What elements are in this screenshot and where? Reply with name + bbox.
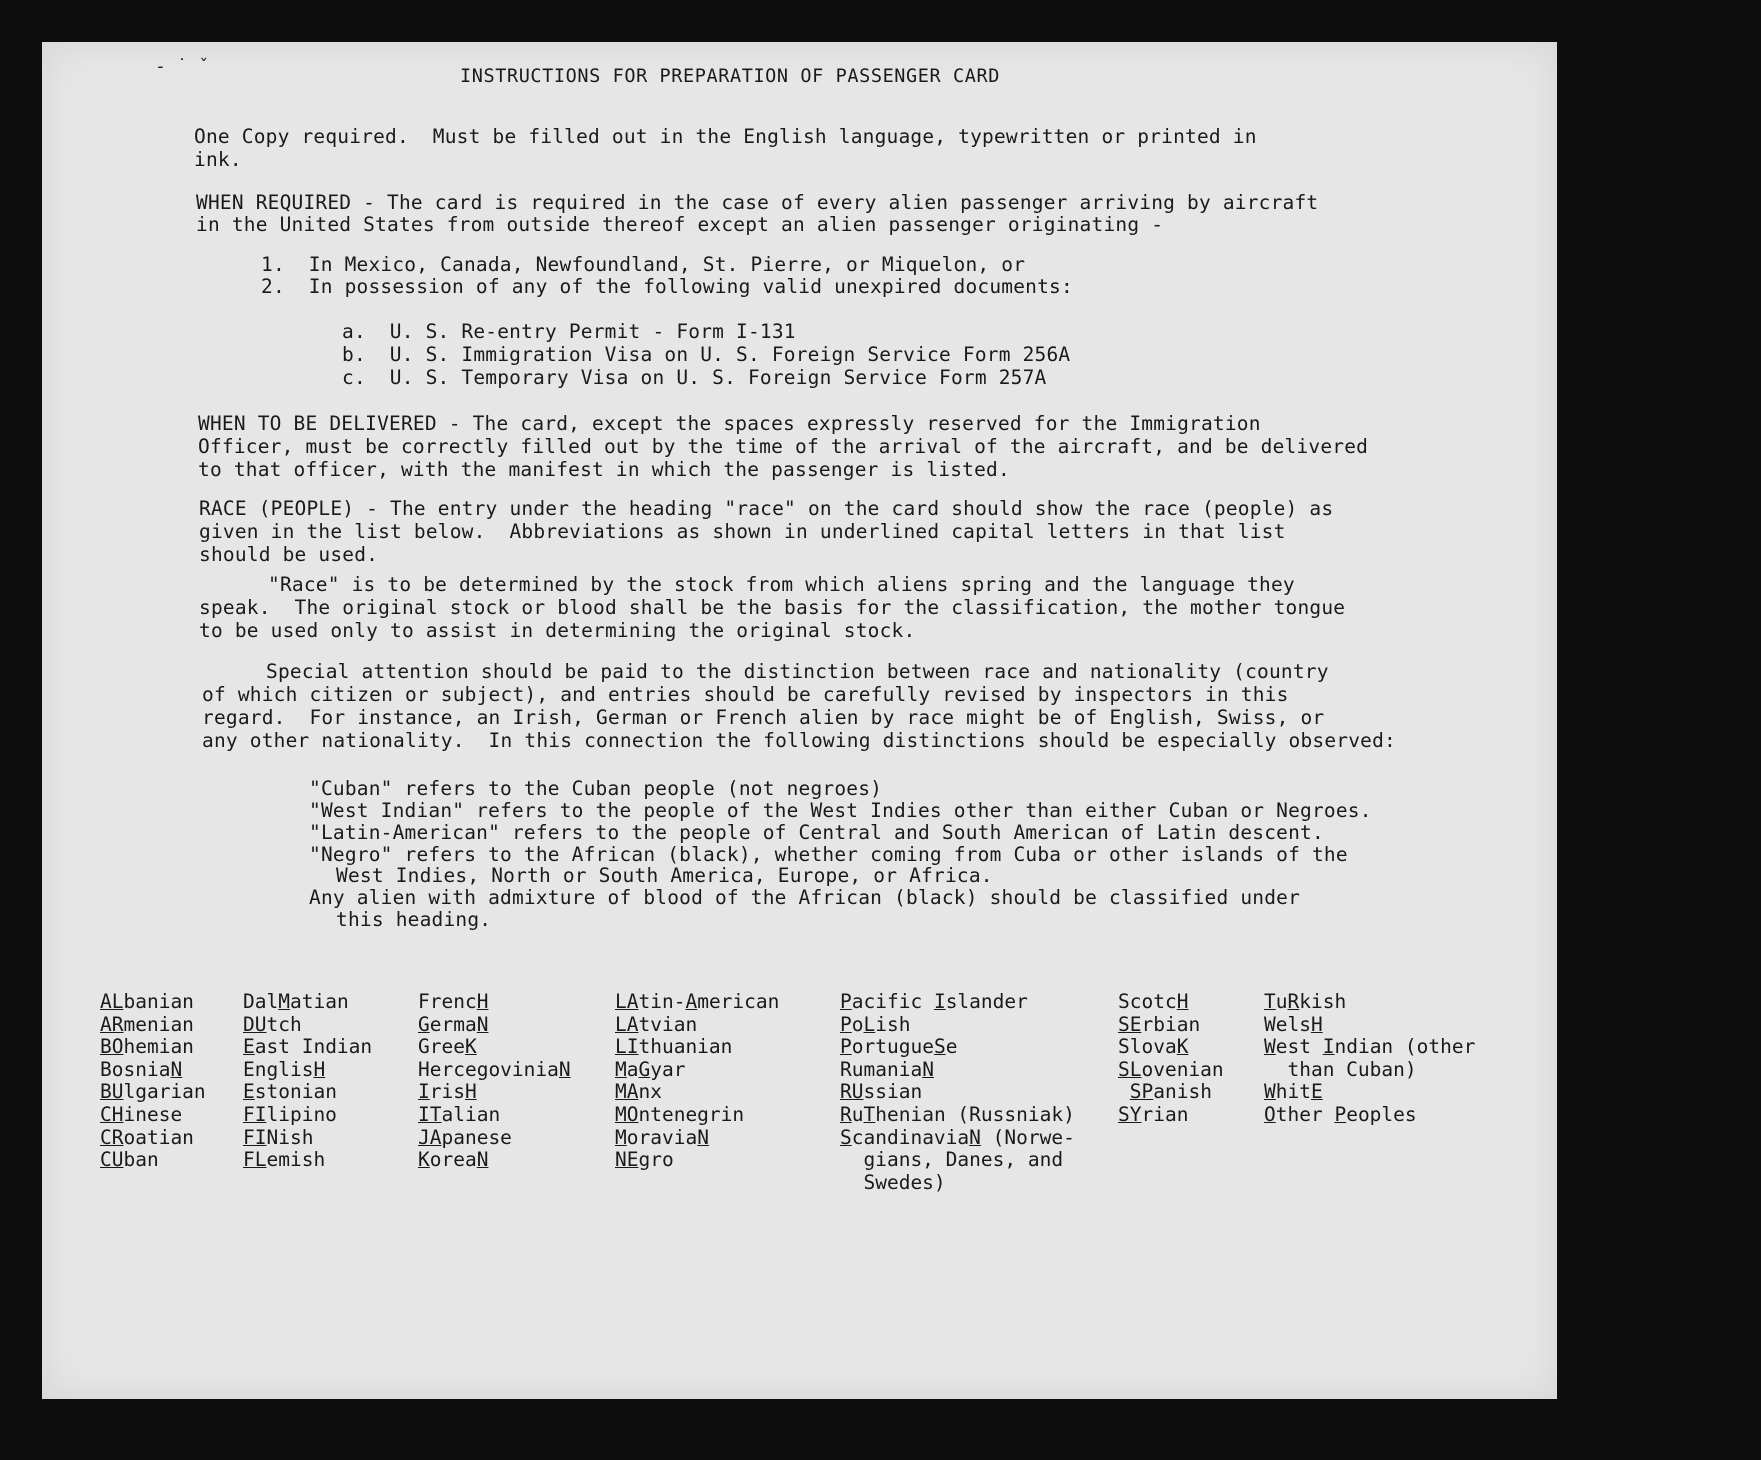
- abbreviation-underline: M: [615, 1125, 627, 1149]
- race-item: [1118, 1059, 1224, 1082]
- text-line: "Race" is to be determined by the stock from which aliens spring and the language they: [268, 573, 1295, 596]
- race-item: [840, 1104, 1075, 1127]
- race-text: tch: [266, 1012, 302, 1036]
- abbreviation-underline: N: [969, 1125, 981, 1149]
- abbreviation-underline: H: [464, 1080, 477, 1104]
- abbreviation-underline: T: [863, 1102, 876, 1126]
- race-item: [1118, 1104, 1224, 1127]
- race-column: [1118, 991, 1224, 1127]
- race-item: [1264, 1104, 1475, 1127]
- abbreviation-underline: IT: [418, 1102, 442, 1126]
- abbreviation-underline: N: [558, 1057, 571, 1081]
- abbreviation-underline: AR: [100, 1012, 124, 1036]
- race-text: anish: [1153, 1080, 1212, 1104]
- abbreviation-underline: K: [1176, 1035, 1189, 1059]
- race-item: [243, 991, 372, 1014]
- race-text: acific: [851, 990, 934, 1013]
- abbreviation-underline: M: [278, 990, 290, 1013]
- race-item: [1118, 1036, 1224, 1059]
- race-item: [418, 1081, 571, 1104]
- text-line: c. U. S. Temporary Visa on U. S. Foreign Service Form 257A: [342, 366, 1047, 389]
- abbreviation-underline: E: [1310, 1080, 1323, 1104]
- abbreviation-underline: N: [476, 1148, 489, 1172]
- race-text: eoples: [1346, 1102, 1417, 1126]
- race-item: [418, 1036, 571, 1059]
- race-item: [243, 1104, 372, 1127]
- abbreviation-underline: FL: [243, 1148, 267, 1172]
- race-text: Gree: [418, 1035, 465, 1059]
- abbreviation-underline: CR: [100, 1125, 124, 1149]
- race-item: [1264, 1014, 1475, 1037]
- race-text: panese: [441, 1125, 512, 1149]
- race-text: Englis: [243, 1057, 314, 1081]
- race-text: ris: [429, 1080, 465, 1104]
- race-item: [243, 1127, 372, 1150]
- race-text: Bosnia: [100, 1057, 171, 1081]
- race-column: [840, 991, 1075, 1194]
- race-text: (Norwe-: [980, 1125, 1075, 1149]
- text-line: Any alien with admixture of blood of the African (black) should be classified under: [309, 886, 1301, 909]
- race-text: Hercegovinia: [418, 1057, 559, 1081]
- race-text: lipino: [266, 1102, 337, 1126]
- text-line: One Copy required. Must be filled out in the English language, typewritten or printed in: [194, 125, 1257, 148]
- race-text: ntenegrin: [638, 1102, 745, 1126]
- abbreviation-underline: O: [1264, 1102, 1276, 1126]
- race-item: [100, 1036, 206, 1059]
- abbreviation-underline: L: [863, 1012, 876, 1036]
- race-text: ortugue: [851, 1035, 934, 1059]
- race-text: gro: [638, 1148, 674, 1172]
- text-line: any other nationality. In this connection the following distinctions should be especially observed:: [202, 729, 1396, 752]
- race-text: Nish: [266, 1125, 314, 1149]
- abbreviation-underline: N: [476, 1012, 489, 1036]
- race-item: [615, 1036, 779, 1059]
- race-item: [418, 1127, 571, 1150]
- race-item: [100, 1059, 206, 1082]
- abbreviation-underline: G: [418, 1012, 430, 1036]
- text-line: given in the list below. Abbreviations as shown in underlined capital letters in that list: [199, 520, 1286, 543]
- abbreviation-underline: SP: [1129, 1080, 1154, 1104]
- race-item: [418, 1104, 571, 1127]
- race-text: than Cuban): [1264, 1057, 1417, 1081]
- text-line: 2. In possession of any of the following valid unexpired documents:: [261, 275, 1073, 298]
- race-item: [418, 1059, 571, 1082]
- race-item: [100, 1127, 206, 1150]
- text-line: WHEN REQUIRED - The card is required in the case of every alien passenger arriving by aircraft: [196, 191, 1319, 214]
- race-text: hit: [1275, 1080, 1311, 1104]
- abbreviation-underline: N: [170, 1057, 183, 1081]
- race-item: [243, 1036, 372, 1059]
- race-text: u: [1275, 990, 1288, 1013]
- race-item: [418, 991, 571, 1014]
- race-item: [840, 1149, 1075, 1172]
- race-text: Scotc: [1118, 990, 1177, 1013]
- text-line: "West Indian" refers to the people of the West Indies other than either Cuban or Negroes.: [309, 799, 1372, 822]
- race-column: [1264, 991, 1475, 1127]
- race-item: [840, 1036, 1075, 1059]
- race-text: emish: [266, 1148, 326, 1172]
- abbreviation-underline: H: [476, 990, 489, 1013]
- race-column: [243, 991, 372, 1172]
- race-item: [1118, 1014, 1224, 1037]
- text-line: to be used only to assist in determining the original stock.: [199, 619, 916, 642]
- abbreviation-underline: P: [840, 1012, 852, 1036]
- race-text: [1118, 1080, 1130, 1103]
- race-text: oravia: [626, 1125, 698, 1149]
- race-text: gians, Danes, and: [840, 1148, 1064, 1172]
- race-item: [1118, 1081, 1224, 1104]
- text-line: this heading.: [336, 908, 492, 931]
- text-line: b. U. S. Immigration Visa on U. S. Foreign Service Form 256A: [342, 343, 1071, 366]
- race-text: Dal: [243, 990, 279, 1013]
- abbreviation-underline: K: [418, 1148, 430, 1172]
- race-text: menian: [123, 1012, 194, 1036]
- text-line: regard. For instance, an Irish, German or French alien by race might be of English, Swiss, or: [202, 706, 1325, 729]
- race-item: [1264, 1036, 1475, 1059]
- race-item: [100, 991, 206, 1014]
- race-item: [243, 1081, 372, 1104]
- race-text: orea: [429, 1148, 477, 1172]
- race-text: est: [1275, 1035, 1323, 1059]
- abbreviation-underline: G: [638, 1057, 651, 1081]
- text-line: "Negro" refers to the African (black), whether coming from Cuba or other islands of the: [309, 843, 1348, 866]
- race-text: rbian: [1141, 1012, 1201, 1036]
- abbreviation-underline: SE: [1118, 1012, 1142, 1036]
- race-text: inese: [123, 1102, 183, 1126]
- race-item: [615, 1014, 779, 1037]
- race-item: [1264, 1081, 1475, 1104]
- race-text: henian (Russniak): [875, 1102, 1075, 1126]
- race-item: [100, 1081, 206, 1104]
- race-column: [418, 991, 571, 1172]
- abbreviation-underline: P: [840, 990, 852, 1013]
- race-column: [100, 991, 206, 1172]
- abbreviation-underline: A: [685, 990, 698, 1013]
- race-text: ndian (other: [1334, 1035, 1476, 1059]
- document-title: INSTRUCTIONS FOR PREPARATION OF PASSENGER CARD: [460, 66, 1000, 87]
- text-line: in the United States from outside thereof except an alien passenger originating -: [196, 213, 1164, 236]
- abbreviation-underline: JA: [418, 1125, 442, 1149]
- abbreviation-underline: S: [933, 1035, 946, 1059]
- race-text: Swedes): [840, 1170, 946, 1194]
- race-item: [1264, 1059, 1475, 1082]
- abbreviation-underline: N: [697, 1125, 709, 1149]
- race-item: [615, 1081, 779, 1104]
- race-item: [100, 1014, 206, 1037]
- abbreviation-underline: FI: [243, 1102, 267, 1126]
- race-text: ssian: [863, 1080, 923, 1104]
- race-text: hemian: [123, 1035, 194, 1059]
- race-item: [100, 1149, 206, 1172]
- race-text: alian: [441, 1102, 501, 1126]
- race-text: Wels: [1264, 1012, 1311, 1036]
- abbreviation-underline: P: [840, 1035, 852, 1059]
- abbreviation-underline: I: [1322, 1035, 1335, 1059]
- race-item: [100, 1104, 206, 1127]
- abbreviation-underline: LI: [615, 1035, 639, 1059]
- abbreviation-underline: I: [418, 1080, 430, 1104]
- race-item: [615, 991, 779, 1014]
- race-item: [840, 1059, 1075, 1082]
- race-item: [615, 1104, 779, 1127]
- abbreviation-underline: H: [1310, 1012, 1323, 1036]
- text-line: speak. The original stock or blood shall be the basis for the classification, the mother tongue: [199, 596, 1346, 619]
- race-item: [615, 1127, 779, 1150]
- race-text: banian: [123, 990, 194, 1013]
- abbreviation-underline: LA: [615, 1012, 639, 1036]
- race-text: stonian: [254, 1080, 337, 1104]
- race-item: [243, 1059, 372, 1082]
- abbreviation-underline: R: [1287, 990, 1300, 1013]
- text-line: should be used.: [199, 543, 379, 566]
- race-text: merican: [697, 990, 780, 1013]
- race-item: [840, 991, 1075, 1014]
- race-column: [615, 991, 779, 1172]
- race-text: tvian: [638, 1012, 698, 1036]
- race-item: [1264, 991, 1475, 1014]
- race-text: oatian: [123, 1125, 194, 1149]
- text-line: West Indies, North or South America, Europe, or Africa.: [336, 864, 993, 887]
- text-line: WHEN TO BE DELIVERED - The card, except the spaces expressly reserved for the Immigration: [198, 412, 1261, 435]
- race-item: [1118, 991, 1224, 1014]
- race-text: e: [945, 1035, 958, 1059]
- race-text: Slova: [1118, 1035, 1177, 1059]
- race-item: [840, 1127, 1075, 1150]
- race-text: atian: [289, 990, 349, 1013]
- abbreviation-underline: CH: [100, 1102, 124, 1126]
- abbreviation-underline: N: [922, 1057, 934, 1081]
- race-item: [243, 1014, 372, 1037]
- text-line: Officer, must be correctly filled out by the time of the arrival of the aircraft, and be delivered: [198, 435, 1369, 458]
- abbreviation-underline: S: [840, 1125, 852, 1149]
- text-line: 1. In Mexico, Canada, Newfoundland, St. Pierre, or Miquelon, or: [261, 253, 1026, 276]
- race-text: o: [851, 1012, 864, 1036]
- abbreviation-underline: H: [1176, 990, 1189, 1013]
- abbreviation-underline: MO: [615, 1102, 639, 1126]
- race-item: [615, 1149, 779, 1172]
- race-item: [243, 1149, 372, 1172]
- race-text: candinavia: [851, 1125, 970, 1149]
- race-text: ast Indian: [254, 1035, 373, 1059]
- text-line: to that officer, with the manifest in which the passenger is listed.: [198, 458, 1010, 481]
- abbreviation-underline: SL: [1118, 1057, 1142, 1081]
- text-line: "Cuban" refers to the Cuban people (not negroes): [309, 777, 883, 800]
- race-item: [615, 1059, 779, 1082]
- abbreviation-underline: CU: [100, 1148, 124, 1172]
- race-item: [840, 1081, 1075, 1104]
- abbreviation-underline: K: [464, 1035, 477, 1059]
- race-text: rian: [1141, 1102, 1189, 1126]
- race-item: [418, 1149, 571, 1172]
- abbreviation-underline: W: [1264, 1080, 1276, 1104]
- abbreviation-underline: H: [313, 1057, 326, 1081]
- race-text: erma: [429, 1012, 477, 1036]
- race-text: nx: [638, 1080, 662, 1104]
- race-text: ther: [1275, 1102, 1335, 1126]
- race-text: kish: [1299, 990, 1347, 1013]
- abbreviation-underline: E: [243, 1035, 255, 1059]
- race-item: [840, 1014, 1075, 1037]
- race-text: Rumania: [840, 1057, 923, 1081]
- race-text: ovenian: [1141, 1057, 1224, 1081]
- text-line: a. U. S. Re-entry Permit - Form I-131: [342, 320, 796, 343]
- abbreviation-underline: BU: [100, 1080, 124, 1104]
- race-text: u: [851, 1102, 864, 1126]
- race-text: ish: [875, 1012, 911, 1036]
- race-text: a: [626, 1057, 639, 1081]
- abbreviation-underline: FI: [243, 1125, 267, 1149]
- text-line: ink.: [194, 148, 242, 171]
- abbreviation-underline: R: [840, 1102, 852, 1126]
- abbreviation-underline: AL: [100, 990, 124, 1013]
- abbreviation-underline: DU: [243, 1012, 267, 1036]
- race-text: Frenc: [418, 990, 477, 1013]
- abbreviation-underline: I: [933, 990, 946, 1013]
- abbreviation-underline: BO: [100, 1035, 124, 1059]
- text-line: Special attention should be paid to the distinction between race and nationality (country: [266, 660, 1329, 683]
- abbreviation-underline: E: [243, 1080, 255, 1104]
- race-text: thuanian: [638, 1035, 733, 1059]
- race-text: ban: [123, 1148, 159, 1172]
- abbreviation-underline: NE: [615, 1148, 639, 1172]
- abbreviation-underline: T: [1264, 990, 1276, 1013]
- abbreviation-underline: W: [1264, 1035, 1276, 1059]
- text-line: "Latin-American" refers to the people of Central and South American of Latin descent.: [309, 821, 1324, 844]
- race-text: yar: [650, 1057, 686, 1081]
- corner-marks: - ˙ ˇ: [155, 56, 210, 77]
- race-item: [418, 1014, 571, 1037]
- text-line: of which citizen or subject), and entries should be carefully revised by inspectors in this: [202, 683, 1289, 706]
- abbreviation-underline: LA: [615, 990, 639, 1013]
- abbreviation-underline: MA: [615, 1080, 639, 1104]
- text-line: RACE (PEOPLE) - The entry under the heading "race" on the card should show the race (people) as: [199, 497, 1334, 520]
- abbreviation-underline: SY: [1118, 1102, 1142, 1126]
- race-text: tin-: [638, 990, 686, 1013]
- race-text: slander: [945, 990, 1028, 1013]
- race-item: [840, 1172, 1075, 1195]
- abbreviation-underline: P: [1334, 1102, 1347, 1126]
- race-text: lgarian: [123, 1080, 206, 1104]
- abbreviation-underline: M: [615, 1057, 627, 1081]
- abbreviation-underline: RU: [840, 1080, 864, 1104]
